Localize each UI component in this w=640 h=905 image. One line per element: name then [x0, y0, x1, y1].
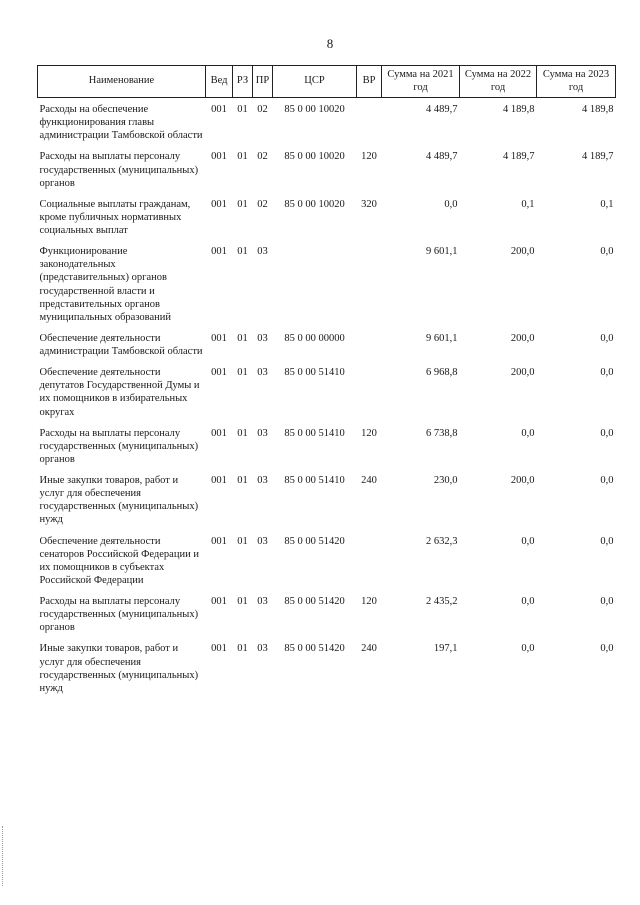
row-sum-2021: 9 601,1	[426, 246, 458, 258]
row-sum-2021: 197,1	[433, 643, 458, 655]
row-vr	[357, 530, 382, 591]
row-sum-2022: 0,1	[521, 198, 535, 210]
row-pr: 02	[257, 104, 268, 115]
row-sum-2021: 9 601,1	[426, 332, 458, 344]
row-csr: 85 0 00 10020	[284, 198, 345, 210]
budget-table	[37, 65, 616, 698]
row-name: Расходы на выплаты персоналу государственных (муниципальных) органов	[39, 427, 199, 465]
row-vr: 120	[361, 427, 377, 439]
header-rz: РЗ	[233, 66, 253, 98]
row-vr	[357, 98, 382, 146]
row-name: Обеспечение деятельности сенаторов Российской Федерации и их помощников в субъектах Российской Федерации	[39, 535, 199, 586]
row-ved: 001	[211, 246, 227, 258]
table-row	[38, 240, 616, 327]
row-vr: 120	[361, 596, 377, 607]
row-csr: 85 0 00 51410	[284, 367, 345, 379]
header-pr: ПР	[253, 66, 273, 98]
row-sum-2023: 0,1	[600, 198, 614, 210]
row-vr	[357, 327, 382, 361]
row-vr: 240	[361, 475, 377, 486]
row-rz: 01	[237, 198, 248, 210]
row-rz: 01	[237, 475, 248, 486]
row-ved: 001	[211, 596, 227, 607]
header-sum-2023: Сумма на 2023 год	[537, 66, 616, 98]
row-sum-2022: 0,0	[521, 427, 535, 439]
table-row	[38, 637, 616, 698]
header-name: Наименование	[38, 66, 206, 98]
header-vr: ВР	[357, 66, 382, 98]
row-pr: 03	[257, 535, 268, 547]
row-csr: 85 0 00 51410	[284, 427, 345, 439]
row-rz: 01	[237, 332, 248, 344]
row-rz: 01	[237, 427, 248, 439]
row-sum-2023: 4 189,7	[582, 151, 614, 163]
row-pr: 02	[257, 198, 268, 210]
row-pr: 02	[257, 151, 268, 163]
row-name: Обеспечение деятельности администрации Тамбовской области	[39, 332, 203, 357]
row-name: Иные закупки товаров, работ и услуг для обеспечения государственных (муниципальных) нужд	[39, 643, 199, 694]
row-rz: 01	[237, 596, 248, 607]
header-sum-2021: Сумма на 2021 год	[382, 66, 460, 98]
header-ved: Вед	[206, 66, 233, 98]
row-sum-2023: 0,0	[600, 367, 614, 379]
row-csr: 85 0 00 51410	[284, 475, 345, 486]
row-sum-2023: 0,0	[600, 596, 614, 607]
row-csr: 85 0 00 00000	[284, 332, 345, 344]
table-row	[38, 590, 616, 637]
table-header-row	[38, 66, 616, 98]
row-rz: 01	[237, 151, 248, 163]
row-vr	[357, 361, 382, 422]
row-sum-2022: 4 189,8	[503, 104, 535, 115]
table-row	[38, 422, 616, 469]
row-rz: 01	[237, 104, 248, 115]
row-vr: 240	[361, 643, 377, 655]
table-row	[38, 327, 616, 361]
row-rz: 01	[237, 246, 248, 258]
row-ved: 001	[211, 104, 227, 115]
row-ved: 001	[211, 643, 227, 655]
page-number: 8	[326, 36, 334, 51]
row-csr	[273, 240, 357, 327]
row-name: Иные закупки товаров, работ и услуг для обеспечения государственных (муниципальных) нужд	[39, 475, 199, 526]
header-csr: ЦСР	[273, 66, 357, 98]
row-vr: 120	[361, 151, 377, 163]
row-sum-2021: 6 738,8	[426, 427, 458, 439]
row-rz: 01	[237, 643, 248, 655]
row-pr: 03	[257, 475, 268, 486]
row-sum-2021: 4 489,7	[426, 104, 458, 115]
table-body	[38, 98, 616, 698]
row-csr: 85 0 00 10020	[284, 104, 345, 115]
row-csr: 85 0 00 51420	[284, 643, 345, 655]
row-sum-2023: 0,0	[600, 475, 614, 486]
row-name: Функционирование законодательных (представительных) органов государственной власти и представительных органов муниципальных образований	[39, 246, 171, 323]
row-sum-2023: 4 189,8	[582, 104, 614, 115]
scan-edge-mark	[2, 826, 6, 886]
row-rz: 01	[237, 535, 248, 547]
row-rz: 01	[237, 367, 248, 379]
row-sum-2021: 4 489,7	[426, 151, 458, 163]
row-csr: 85 0 00 51420	[284, 535, 345, 547]
row-pr: 03	[257, 643, 268, 655]
row-pr: 03	[257, 332, 268, 344]
row-sum-2021: 230,0	[433, 475, 458, 486]
row-sum-2022: 4 189,7	[503, 151, 535, 163]
row-sum-2022: 200,0	[510, 332, 535, 344]
row-csr: 85 0 00 10020	[284, 151, 345, 163]
row-ved: 001	[211, 427, 227, 439]
table-row	[38, 469, 616, 530]
table-row	[38, 530, 616, 591]
row-ved: 001	[211, 151, 227, 163]
row-sum-2022: 200,0	[510, 367, 535, 379]
row-sum-2023: 0,0	[600, 246, 614, 258]
row-name: Расходы на обеспечение функционирования главы администрации Тамбовской области	[39, 104, 203, 142]
row-name: Расходы на выплаты персоналу государственных (муниципальных) органов	[39, 151, 199, 189]
row-sum-2023: 0,0	[600, 535, 614, 547]
row-sum-2021: 2 435,2	[426, 596, 458, 607]
row-sum-2022: 0,0	[521, 643, 535, 655]
table-row	[38, 361, 616, 422]
row-sum-2022: 0,0	[521, 535, 535, 547]
row-ved: 001	[211, 475, 227, 486]
row-sum-2023: 0,0	[600, 643, 614, 655]
row-ved: 001	[211, 198, 227, 210]
row-name: Расходы на выплаты персоналу государственных (муниципальных) органов	[39, 596, 199, 634]
row-sum-2022: 0,0	[521, 596, 535, 607]
row-sum-2021: 6 968,8	[426, 367, 458, 379]
table-row	[38, 145, 616, 192]
row-vr	[357, 240, 382, 327]
row-pr: 03	[257, 246, 268, 258]
row-pr: 03	[257, 596, 268, 607]
row-vr: 320	[361, 198, 377, 210]
header-sum-2022: Сумма на 2022 год	[460, 66, 537, 98]
row-ved: 001	[211, 367, 227, 379]
row-pr: 03	[257, 367, 268, 379]
row-sum-2021: 0,0	[444, 198, 458, 210]
row-ved: 001	[211, 535, 227, 547]
row-sum-2021: 2 632,3	[426, 535, 458, 547]
table-row	[38, 193, 616, 240]
row-name: Обеспечение деятельности депутатов Государственной Думы и их помощников в избирательных округах	[39, 367, 200, 418]
row-name: Социальные выплаты гражданам, кроме публичных нормативных социальных выплат	[39, 198, 191, 236]
table-row	[38, 98, 616, 146]
row-sum-2022: 200,0	[510, 475, 535, 486]
row-ved: 001	[211, 332, 227, 344]
row-sum-2023: 0,0	[600, 427, 614, 439]
row-sum-2023: 0,0	[600, 332, 614, 344]
row-csr: 85 0 00 51420	[284, 596, 345, 607]
row-sum-2022: 200,0	[510, 246, 535, 258]
row-pr: 03	[257, 427, 268, 439]
